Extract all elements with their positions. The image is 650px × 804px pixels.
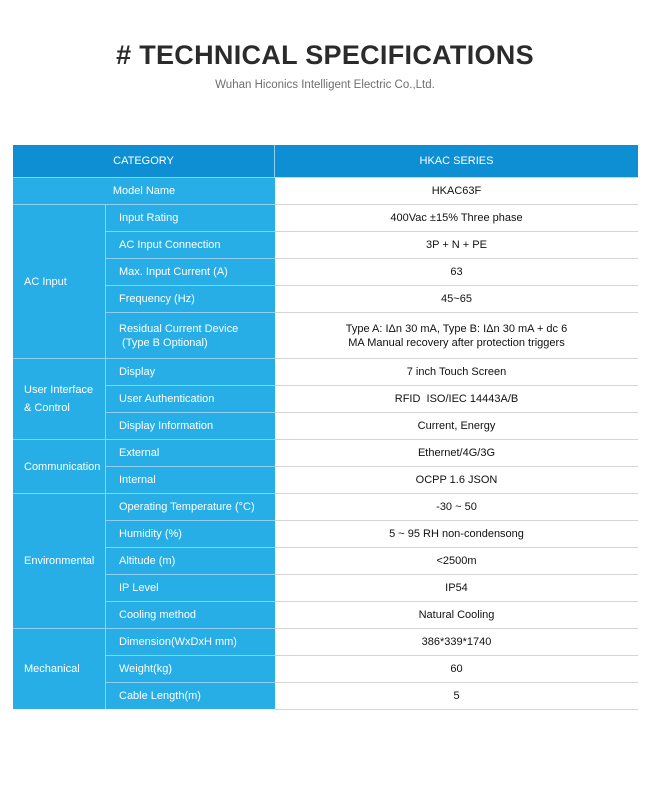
row-value <box>275 312 638 358</box>
page-title: # TECHNICAL SPECIFICATIONS <box>116 40 534 70</box>
table-row <box>106 601 638 628</box>
row-value: Ethernet/4G/3G <box>275 439 638 466</box>
company-subtitle: Wuhan Hiconics Intelligent Electric Co.,Ltd. <box>215 79 435 91</box>
row-label: Display Information <box>106 412 275 439</box>
row-value: Natural Cooling <box>275 601 638 628</box>
table-row <box>106 439 638 466</box>
group-user-interface <box>13 358 638 439</box>
row-value: 45~65 <box>275 285 638 312</box>
table-row <box>106 493 638 520</box>
table-row <box>106 312 638 358</box>
group-communication <box>13 439 638 493</box>
row-value: 3P + N + PE <box>275 231 638 258</box>
row-value: 386*339*1740 <box>275 628 638 655</box>
row-label: AC Input Connection <box>106 231 275 258</box>
row-label: Input Rating <box>106 204 275 231</box>
model-name-label: Model Name <box>13 177 275 204</box>
group-name: Mechanical <box>13 628 106 709</box>
table-row <box>106 231 638 258</box>
table-row <box>106 258 638 285</box>
group-name: Communication <box>13 439 106 493</box>
table-row <box>106 520 638 547</box>
row-label: Dimension(WxDxH mm) <box>106 628 275 655</box>
group-name-line-2: & Control <box>24 402 70 414</box>
row-label: Cooling method <box>106 601 275 628</box>
table-bottom-border <box>275 709 638 710</box>
group-environmental <box>13 493 638 628</box>
spec-table <box>13 145 638 710</box>
row-label: Frequency (Hz) <box>106 285 275 312</box>
category-column-header: CATEGORY <box>13 145 275 177</box>
table-row <box>106 204 638 231</box>
group-mechanical <box>13 628 638 709</box>
row-label-line-2: (Type B Optional) <box>119 336 208 349</box>
row-value: 60 <box>275 655 638 682</box>
table-row <box>106 574 638 601</box>
row-value: 5 <box>275 682 638 709</box>
group-name: AC Input <box>13 204 106 358</box>
row-label-line-1: Residual Current Device <box>119 322 239 335</box>
table-header <box>13 145 638 177</box>
row-label: User Authentication <box>106 385 275 412</box>
row-label: Weight(kg) <box>106 655 275 682</box>
row-label: Max. Input Current (A) <box>106 258 275 285</box>
group-name: Environmental <box>13 493 106 628</box>
row-value: -30 ~ 50 <box>275 493 638 520</box>
row-label: Internal <box>106 466 275 493</box>
row-value: 63 <box>275 258 638 285</box>
model-name-value: HKAC63F <box>275 177 638 204</box>
table-row <box>106 412 638 439</box>
row-value-line-1: Type A: IΔn 30 mA, Type B: IΔn 30 mA + dc 6 <box>345 322 568 335</box>
row-label: External <box>106 439 275 466</box>
group-name-line-1: User Interface <box>24 384 94 396</box>
row-label: Cable Length(m) <box>106 682 275 709</box>
row-label: Humidity (%) <box>106 520 275 547</box>
row-value: 7 inch Touch Screen <box>275 358 638 385</box>
row-label: IP Level <box>106 574 275 601</box>
row-value: RFID ISO/IEC 14443A/B <box>275 385 638 412</box>
table-row <box>106 628 638 655</box>
row-value: OCPP 1.6 JSON <box>275 466 638 493</box>
row-value-line-2: MA Manual recovery after protection triggers <box>348 336 565 349</box>
row-value: IP54 <box>275 574 638 601</box>
group-ac-input <box>13 204 638 358</box>
row-label <box>106 312 275 358</box>
model-row <box>13 177 638 204</box>
table-row <box>106 285 638 312</box>
row-label: Altitude (m) <box>106 547 275 574</box>
row-label: Display <box>106 358 275 385</box>
row-value: Current, Energy <box>275 412 638 439</box>
row-value: 400Vac ±15% Three phase <box>275 204 638 231</box>
row-value: 5 ~ 95 RH non-condensong <box>275 520 638 547</box>
table-row <box>106 655 638 682</box>
series-column-header: HKAC SERIES <box>419 155 494 167</box>
row-label: Operating Temperature (°C) <box>106 493 275 520</box>
table-row <box>106 358 638 385</box>
row-value: <2500m <box>275 547 638 574</box>
table-row <box>106 547 638 574</box>
table-row <box>106 385 638 412</box>
group-name <box>13 358 106 439</box>
table-row <box>106 466 638 493</box>
table-row <box>106 682 638 709</box>
